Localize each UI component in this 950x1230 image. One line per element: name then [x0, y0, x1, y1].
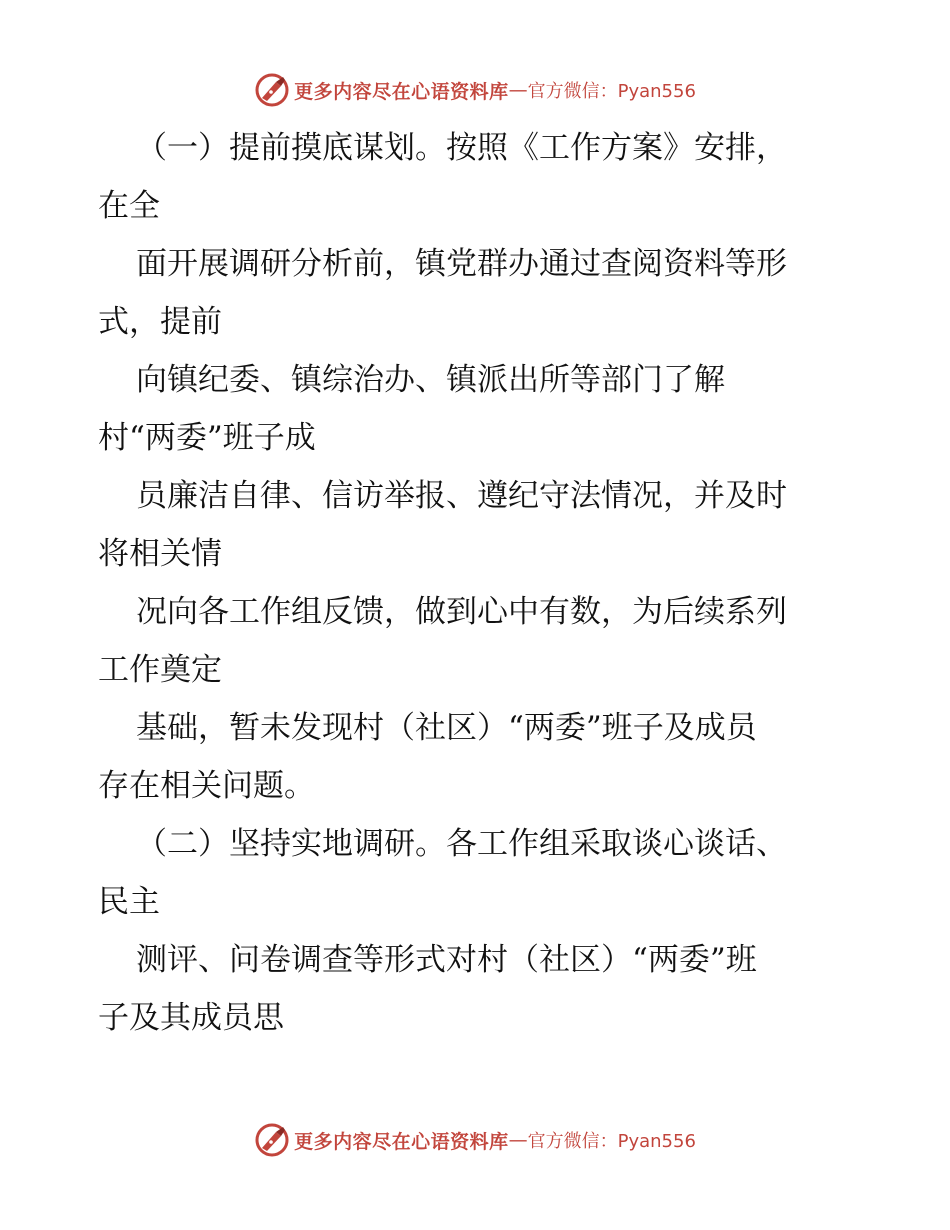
banner-subtitle: 官方微信：Pyan556: [527, 81, 696, 102]
text-line: 况向各工作组反馈，做到心中有数，为后续系列: [136, 594, 787, 630]
text-line: 面开展调研分析前，镇党群办通过查阅资料等形: [136, 246, 787, 282]
banner-content: [254, 1122, 696, 1158]
text-line: 存在相关问题。: [98, 768, 315, 804]
text-line: 基础，暂未发现村（社区）“两委”班子及成员: [136, 710, 757, 746]
text-line: 式，提前: [98, 304, 222, 340]
text-line: 村“两委”班子成: [98, 420, 316, 456]
pen-nib-logo-icon: [254, 72, 290, 108]
text-line: 工作奠定: [98, 652, 222, 688]
footer-banner: [0, 1120, 950, 1160]
header-banner: [0, 70, 950, 110]
text-line: 民主: [98, 884, 160, 920]
text-line: 员廉洁自律、信访举报、遵纪守法情况，并及时: [136, 478, 787, 514]
banner-title: 更多内容尽在心语资料库: [294, 80, 509, 103]
text-line: （一）提前摸底谋划。按照《工作方案》安排，: [136, 130, 787, 166]
banner-separator: —: [508, 79, 528, 101]
text-line: （二）坚持实地调研。各工作组采取谈心谈话、: [136, 826, 787, 862]
banner-subtitle: 官方微信：Pyan556: [527, 1131, 696, 1152]
banner-separator: —: [508, 1129, 528, 1151]
banner-content: [254, 72, 696, 108]
text-line: 向镇纪委、镇综治办、镇派出所等部门了解: [136, 362, 725, 398]
banner-title: 更多内容尽在心语资料库: [294, 1130, 509, 1153]
text-line: 在全: [98, 188, 160, 224]
text-line: 测评、问卷调查等形式对村（社区）“两委”班: [136, 942, 757, 978]
text-line: 子及其成员思: [98, 1000, 284, 1036]
text-line: 将相关情: [98, 536, 222, 572]
pen-nib-logo-icon: [254, 1122, 290, 1158]
